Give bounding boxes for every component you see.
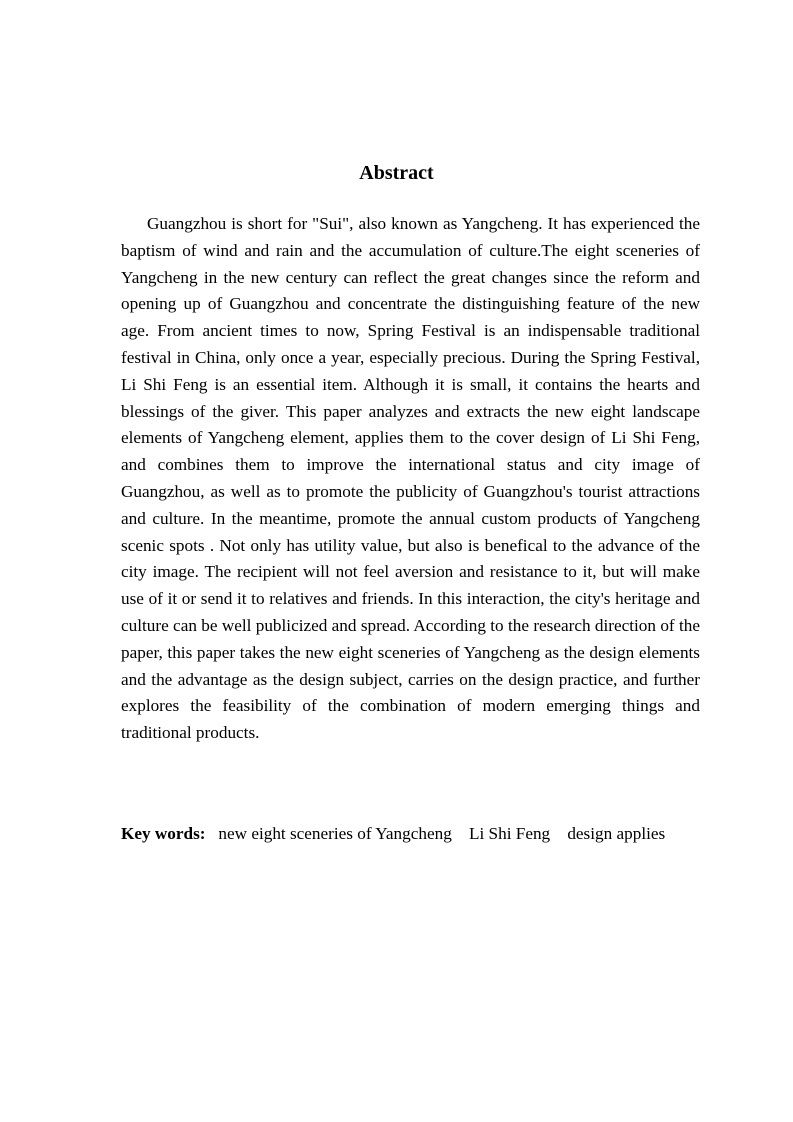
abstract-body: Guangzhou is short for "Sui", also known as Yangcheng. It has experienced the baptism of wind and rain and the accumulation of culture.The eight sceneries of Yangcheng in the new century can reflect the great changes since the reform and opening up of Guangzhou and concentrate the distinguishing feature of the new age. From ancient times to now, Spring Festival is an indispensable traditional festival in China, only once a year, especially precious. During the Spring Festival, Li Shi Feng is an essential item. Although it is small, it contains the hearts and blessings of the giver. This paper analyzes and extracts the new eight landscape elements of Yangcheng element, applies them to the cover design of Li Shi Feng, and combines them to improve the international status and city image of Guangzhou, as well as to promote the publicity of Guangzhou's tourist attractions and culture. In the meantime, promote the annual custom products of Yangcheng scenic spots . Not only has utility value, but also is benefical to the advance of the city image. The recipient will not feel aversion and resistance to it, but will make use of it or send it to relatives and friends. In this interaction, the city's heritage and culture can be well publicized and spread. According to the research direction of the paper, this paper takes the new eight sceneries of Yangcheng as the design elements and the advantage as the design subject, carries on the design practice, and further explores the feasibility of the combination of modern emerging things and traditional products. [121, 214, 700, 743]
abstract-title: Abstract [359, 162, 434, 184]
keywords-text: new eight sceneries of Yangcheng Li Shi Feng design applies [205, 824, 666, 843]
keywords-line [121, 821, 700, 847]
keywords-label: Key words: [121, 824, 206, 843]
